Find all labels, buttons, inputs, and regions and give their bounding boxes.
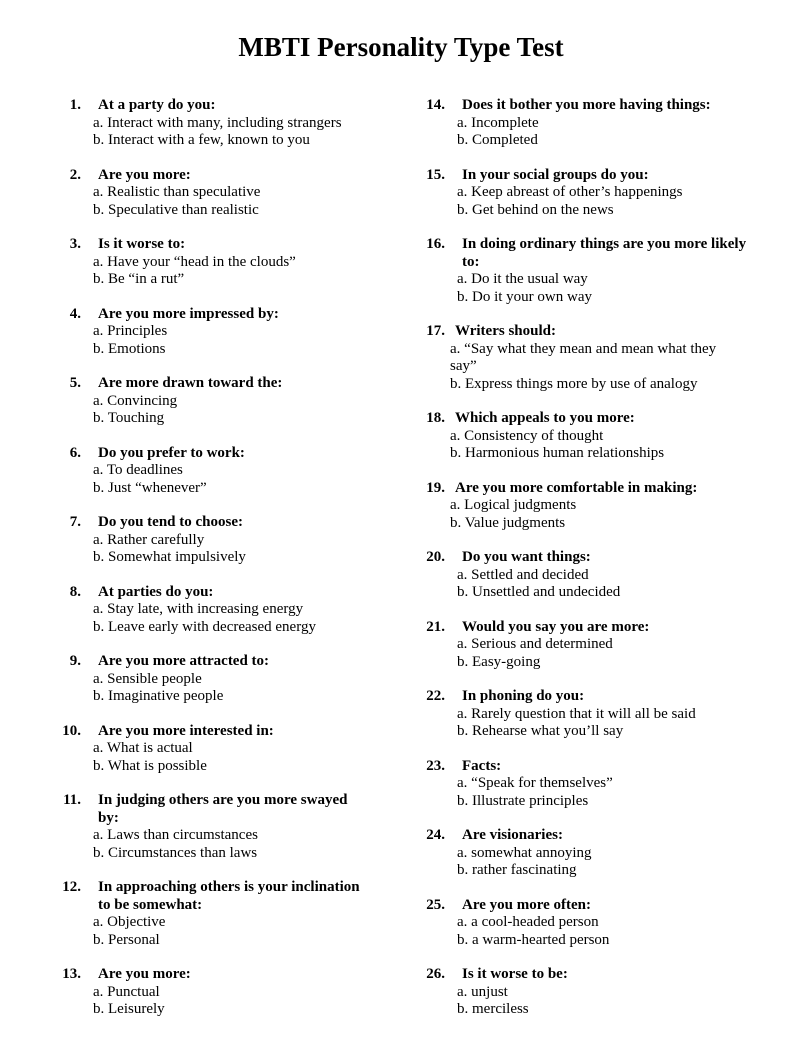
question-body	[457, 827, 592, 880]
question-option-b: b. Value judgments	[450, 514, 566, 531]
question-7	[56, 514, 420, 567]
question-stem: Does it bother you more having things:	[462, 97, 711, 113]
question-number: 6.	[69, 444, 81, 461]
question-number: 15.	[426, 166, 445, 183]
question-16	[420, 236, 802, 306]
questions-column-left	[56, 97, 420, 1036]
question-body	[457, 897, 609, 950]
question-option-b: b. Do it your own way	[457, 288, 592, 305]
question-number: 7.	[69, 514, 81, 530]
question-stem: In approaching others is your inclination to be somewhat:	[98, 879, 360, 913]
question-number: 24.	[426, 827, 445, 843]
question-stem: Are you more impressed by:	[98, 305, 279, 322]
question-body	[450, 480, 697, 533]
question-number: 3.	[69, 236, 81, 252]
question-number: 12.	[62, 879, 81, 895]
question-option-a: a. Sensible people	[93, 670, 202, 687]
question-number: 10.	[62, 722, 81, 739]
question-stem: Are you more:	[98, 166, 191, 183]
question-option-b: b. Personal	[93, 931, 160, 948]
question-6	[56, 445, 420, 498]
question-body	[93, 879, 365, 949]
question-option-a: a. somewhat annoying	[457, 844, 592, 861]
question-10	[56, 723, 420, 776]
question-option-a: a. Punctual	[93, 983, 160, 1000]
question-15	[420, 167, 802, 220]
question-13	[56, 966, 420, 1019]
question-option-a: a. Objective	[93, 914, 166, 930]
question-option-a: a. Settled and decided	[457, 566, 589, 583]
question-option-a: a. Principles	[93, 323, 168, 339]
question-20	[420, 549, 802, 602]
question-body	[457, 97, 711, 150]
question-body	[93, 966, 191, 1019]
question-stem: Are you more often:	[462, 896, 591, 913]
question-stem: In doing ordinary things are you more likely to:	[462, 236, 747, 270]
question-option-a: a. To deadlines	[93, 462, 183, 478]
question-option-b: b. Imaginative people	[93, 688, 224, 704]
question-option-a: a. Rarely question that it will all be said	[457, 705, 696, 722]
question-number: 26.	[426, 966, 445, 982]
question-option-a: a. a cool-headed person	[457, 914, 599, 930]
question-option-a: a. Convincing	[93, 392, 178, 409]
question-22	[420, 688, 802, 741]
question-option-b: b. Emotions	[93, 340, 166, 357]
question-stem: Do you want things:	[462, 549, 591, 565]
question-24	[420, 827, 802, 880]
question-option-a: a. Do it the usual way	[457, 271, 588, 287]
question-option-a: a. Interact with many, including strangers	[93, 114, 342, 131]
question-option-a: a. “Say what they mean and mean what they say”	[450, 340, 717, 374]
questions-columns	[0, 97, 802, 1036]
question-body	[457, 549, 620, 602]
question-number: 13.	[62, 966, 81, 982]
question-body	[93, 167, 260, 220]
question-number: 2.	[69, 166, 81, 183]
question-number: 22.	[426, 688, 445, 704]
question-option-b: b. Unsettled and undecided	[457, 584, 621, 600]
question-body	[93, 236, 296, 289]
question-number: 5.	[69, 375, 81, 391]
question-12	[56, 879, 420, 949]
question-number: 25.	[426, 896, 445, 913]
question-option-b: b. Completed	[457, 132, 538, 148]
question-body	[93, 653, 269, 706]
question-option-b: b. Touching	[93, 410, 165, 426]
question-option-a: a. “Speak for themselves”	[457, 775, 613, 791]
question-stem: Are you more comfortable in making:	[455, 479, 698, 496]
question-option-a: a. Incomplete	[457, 114, 539, 131]
question-number: 18.	[426, 410, 445, 426]
question-stem: Are you more:	[98, 966, 191, 982]
questions-column-right	[420, 97, 802, 1036]
question-option-a: a. Stay late, with increasing energy	[93, 601, 304, 617]
question-option-a: a. Keep abreast of other’s happenings	[457, 184, 683, 200]
question-body	[93, 723, 274, 776]
question-number: 11.	[63, 792, 81, 808]
question-option-b: b. Be “in a rut”	[93, 271, 185, 287]
question-body	[450, 410, 664, 463]
question-8	[56, 584, 420, 637]
question-body	[457, 688, 696, 741]
question-stem: Is it worse to:	[98, 236, 186, 252]
question-option-b: b. Harmonious human relationships	[450, 445, 665, 461]
question-stem: At a party do you:	[98, 97, 216, 113]
question-19	[420, 480, 802, 533]
question-number: 21.	[426, 618, 445, 635]
question-option-a: a. Serious and determined	[457, 636, 613, 652]
question-body	[93, 375, 282, 428]
question-5	[56, 375, 420, 428]
question-body	[93, 97, 342, 150]
question-option-b: b. Easy-going	[457, 653, 541, 670]
question-option-a: a. Laws than circumstances	[93, 827, 258, 843]
question-body	[93, 445, 245, 498]
question-option-b: b. Leave early with decreased energy	[93, 618, 316, 635]
question-stem: Do you prefer to work:	[98, 444, 245, 461]
question-option-b: b. Get behind on the news	[457, 201, 614, 218]
question-25	[420, 897, 802, 950]
question-option-a: a. unjust	[457, 983, 508, 1000]
question-1	[56, 97, 420, 150]
question-option-a: a. Realistic than speculative	[93, 184, 261, 200]
question-option-b: b. Interact with a few, known to you	[93, 132, 310, 148]
question-stem: Are more drawn toward the:	[98, 375, 283, 391]
question-option-b: b. a warm-hearted person	[457, 931, 610, 948]
question-option-b: b. Rehearse what you’ll say	[457, 723, 624, 739]
question-stem: Is it worse to be:	[462, 966, 568, 982]
question-option-a: a. What is actual	[93, 740, 193, 756]
question-11	[56, 792, 420, 862]
page-title: MBTI Personality Type Test	[238, 32, 564, 62]
question-option-a: a. Have your “head in the clouds”	[93, 253, 296, 270]
question-body	[457, 758, 613, 811]
question-body	[93, 306, 279, 359]
question-option-b: b. Leisurely	[93, 1001, 165, 1017]
question-stem: Writers should:	[455, 323, 556, 339]
question-body	[457, 619, 649, 672]
question-number: 1.	[69, 97, 81, 113]
question-number: 19.	[426, 479, 445, 496]
question-stem: In phoning do you:	[462, 688, 585, 704]
question-stem: Do you tend to choose:	[98, 514, 243, 530]
question-number: 4.	[69, 305, 81, 322]
question-14	[420, 97, 802, 150]
question-stem: In judging others are you more swayed by:	[98, 792, 348, 826]
question-stem: At parties do you:	[98, 583, 214, 600]
question-number: 20.	[426, 549, 445, 565]
question-2	[56, 167, 420, 220]
question-body	[93, 792, 365, 862]
question-option-b: b. Express things more by use of analogy	[450, 375, 698, 392]
question-option-a: a. Rather carefully	[93, 531, 205, 548]
question-option-b: b. rather fascinating	[457, 862, 577, 878]
question-stem: In your social groups do you:	[462, 166, 649, 183]
question-stem: Which appeals to you more:	[455, 410, 635, 426]
question-option-b: b. Somewhat impulsively	[93, 549, 246, 565]
question-option-b: b. merciless	[457, 1001, 529, 1017]
question-body	[450, 323, 740, 393]
question-body	[457, 236, 747, 306]
question-option-b: b. Just “whenever”	[93, 479, 207, 496]
question-3	[56, 236, 420, 289]
question-stem: Are you more interested in:	[98, 722, 274, 739]
question-18	[420, 410, 802, 463]
question-body	[457, 966, 568, 1019]
question-option-b: b. Speculative than realistic	[93, 201, 259, 218]
question-body	[457, 167, 682, 220]
question-number: 14.	[426, 97, 445, 113]
question-option-b: b. Circumstances than laws	[93, 844, 258, 861]
question-stem: Facts:	[462, 757, 502, 774]
question-4	[56, 306, 420, 359]
question-option-a: a. Consistency of thought	[450, 427, 604, 444]
question-21	[420, 619, 802, 672]
question-body	[93, 514, 246, 567]
question-stem: Would you say you are more:	[462, 618, 650, 635]
question-26	[420, 966, 802, 1019]
question-23	[420, 758, 802, 811]
question-number: 9.	[69, 653, 81, 669]
question-number: 17.	[426, 323, 445, 339]
question-number: 16.	[426, 236, 445, 252]
question-number: 23.	[426, 757, 445, 774]
question-17	[420, 323, 802, 393]
question-option-a: a. Logical judgments	[450, 497, 577, 513]
question-stem: Are visionaries:	[462, 827, 563, 843]
question-body	[93, 584, 316, 637]
question-stem: Are you more attracted to:	[98, 653, 270, 669]
question-number: 8.	[69, 583, 81, 600]
question-option-b: b. What is possible	[93, 757, 207, 774]
question-option-b: b. Illustrate principles	[457, 792, 589, 809]
question-9	[56, 653, 420, 706]
